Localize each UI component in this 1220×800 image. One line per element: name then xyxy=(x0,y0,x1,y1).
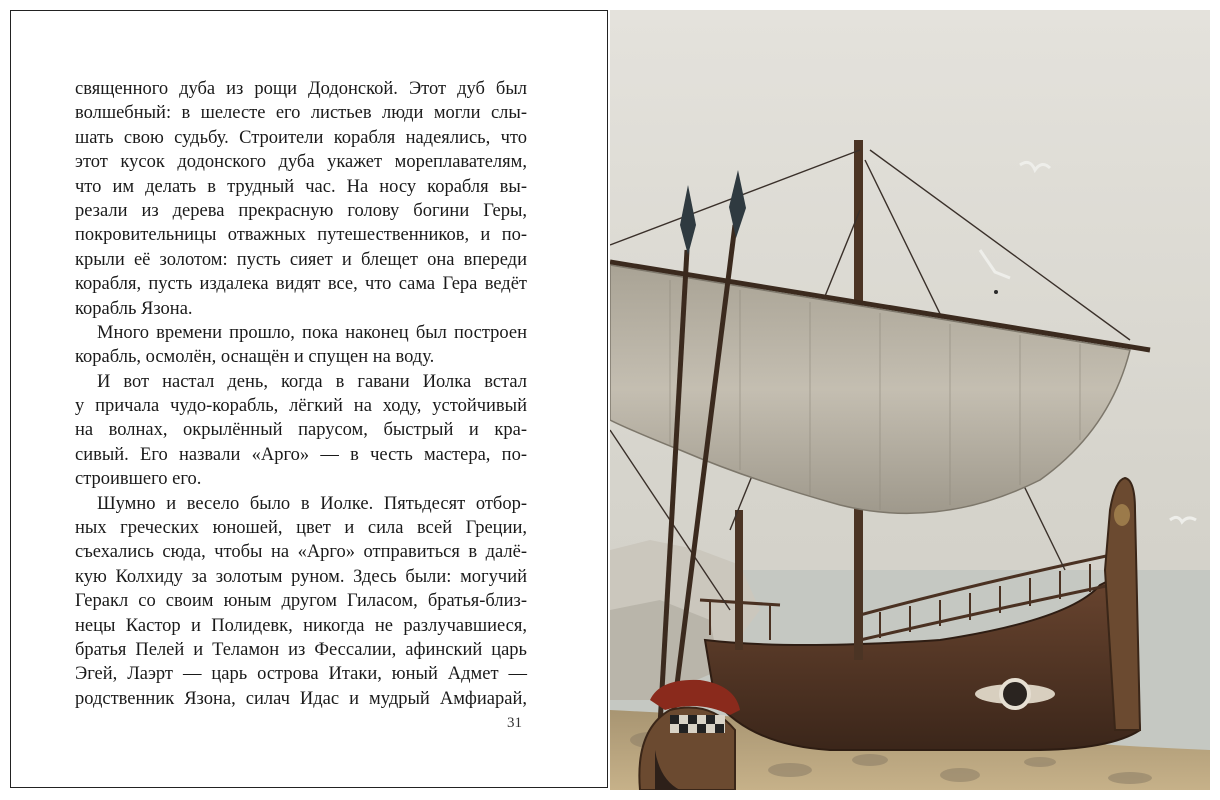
text-line: сивый. Его назвали «Арго» — в честь мастера, по- xyxy=(75,444,527,465)
text-line: на волнах, окрылённый парусом, быстрый и кра- xyxy=(75,420,527,441)
body-text xyxy=(75,77,527,711)
text-line: корабля, пусть издалека видят все, что сама Гера ведёт xyxy=(75,274,527,295)
book-page-left xyxy=(10,10,608,788)
text-line: покровительницы отважных путешественников, и по- xyxy=(75,225,527,246)
illustration-argo-ship xyxy=(610,10,1210,790)
text-line: ных греческих юношей, цвет и сила всей Греции, xyxy=(75,518,527,539)
text-line: резали из дерева прекрасную голову богини Геры, xyxy=(75,200,527,221)
helmet xyxy=(639,680,740,790)
text-line: волшебный: в шелесте его листьев люди могли слы- xyxy=(75,103,527,124)
text-line: крыли её золотом: пусть сияет и блещет она впереди xyxy=(75,249,527,270)
text-line: братья Пелей и Теламон из Фессалии, афинский царь xyxy=(75,639,527,660)
text-line: Много времени прошло, пока наконец был построен xyxy=(97,322,527,343)
text-line: съехались сюда, чтобы на «Арго» отправиться в далё- xyxy=(75,542,527,563)
text-line: этот кусок додонского дуба укажет мореплавателям, xyxy=(75,152,527,173)
text-line: Геракл со своим юным другом Гиласом, братья-близ- xyxy=(75,591,527,612)
text-line: корабль, осмолён, оснащён и спущен на воду. xyxy=(75,347,435,368)
text-line: родственник Язона, силач Идас и мудрый Амфиарай, xyxy=(75,688,527,709)
text-line: у причала чудо-корабль, лёгкий на ходу, устойчивый xyxy=(75,396,527,417)
text-line: строившего его. xyxy=(75,469,202,490)
text-line: кую Колхиду за золотым руном. Здесь были: могучий xyxy=(75,566,527,587)
text-line: нецы Кастор и Полидевк, никогда не разлучавшиеся, xyxy=(75,615,527,636)
text-line: корабль Язона. xyxy=(75,298,193,319)
text-line: что им делать в трудный час. На носу корабля вы- xyxy=(75,176,527,197)
ship-illustration-svg xyxy=(610,10,1210,790)
text-line: шать свою судьбу. Строители корабля надеялись, что xyxy=(75,127,527,148)
page-number: 31 xyxy=(507,715,522,731)
text-line: Эгей, Лаэрт — царь острова Итаки, юный Адмет — xyxy=(75,664,527,685)
text-line: Шумно и весело было в Иолке. Пятьдесят отбор- xyxy=(97,493,527,514)
text-line: И вот настал день, когда в гавани Иолка встал xyxy=(97,371,527,392)
text-line: священного дуба из рощи Додонской. Этот дуб был xyxy=(75,79,527,99)
